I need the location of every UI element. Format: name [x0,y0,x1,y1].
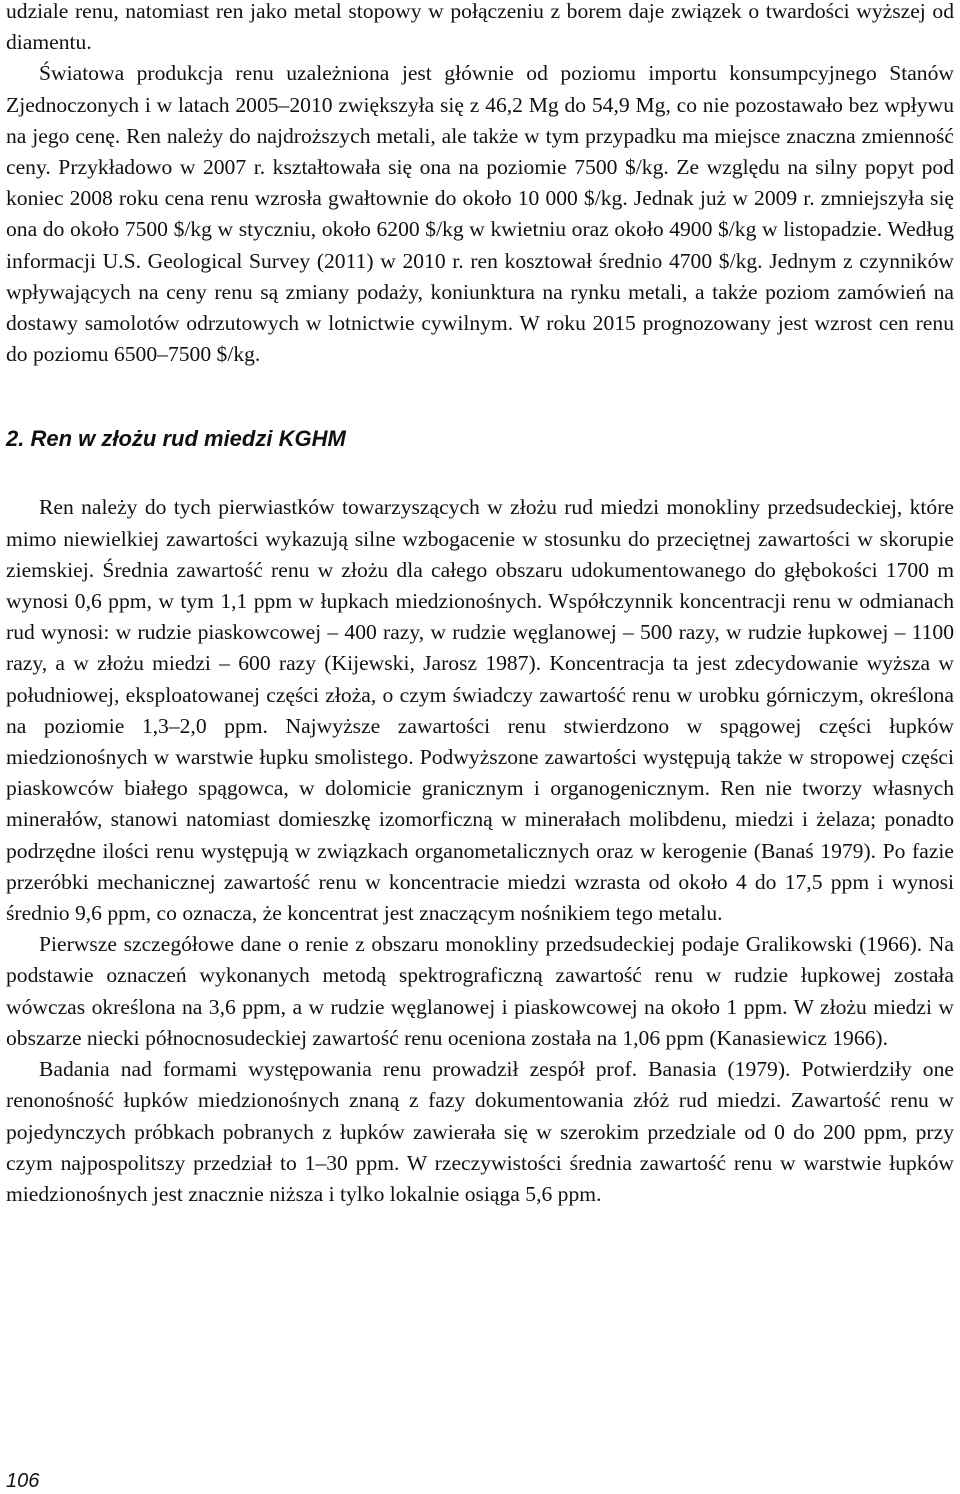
section-heading: 2. Ren w złożu rud miedzi KGHM [6,426,346,452]
spacer [6,370,954,412]
spacer [6,454,954,492]
paragraph-rhenium-deposit: Ren należy do tych pierwiastków towarzyszących w złożu rud miedzi monokliny przedsudeckiej, które mimo niewielkiej zawartości wykazują silne wzbogacenie w stosunku do przeciętnej zawartości w skorupie ziemskiej. Średnia zawartość renu w złożu dla całego obszaru udokumentowanego do głębokości 1700 m wynosi 0,6 ppm, w tym 1,1 ppm w łupkach miedzionośnych. Współczynnik koncentracji renu w odmianach rud wynosi: w rudzie piaskowcowej – 400 razy, w rudzie węglanowej – 500 razy, w rudzie łupkowej – 1100 razy, a w złożu miedzi – 600 razy (Kijewski, Jarosz 1987). Koncentracja ta jest zdecydowanie wyższa w południowej, eksploatowanej części złoża, o czym świadczy zawartość renu w urobku górniczym, określona na poziomie 1,3–2,0 ppm. Najwyższe zawartości renu stwierdzono w spągowej części łupków miedzionośnych w warstwie łupku smolistego. Podwyższone zawartości występują także w stropowej części piaskowców białego spągowca, w dolomicie granicznym i organogenicznym. Ren nie tworzy własnych minerałów, stanowi natomiast domieszkę izomorficzną w minerałach molibdenu, miedzi i żelaza; ponadto podrzędne ilości renu występują w związkach organometalicznych oraz w kerogenie (Banaś 1979). Po fazie przeróbki mechanicznej zawartość renu w koncentracie miedzi wzrasta od około 4 do 17,5 ppm i wynosi średnio 9,6 ppm, co oznacza, że koncentrat jest znaczącym nośnikiem tego metalu. [6,495,954,926]
paragraph-continued: udziale renu, natomiast ren jako metal stopowy w połączeniu z borem daje związek o twardości wyższej od diamentu. [6,0,954,55]
page-number: 106 [6,1470,40,1492]
paragraph-banas-research: Badania nad formami występowania renu prowadził zespół prof. Banasia (1979). Potwierdziły one renonośność łupków miedzionośnych znaną z fazy dokumentowania złóż rud miedzi. Zawartość renu w pojedynczych próbkach pobranych z łupków zawierała się w szerokim przedziale od 0 do 200 ppm, przy czym najpospolitszy przedział to 1–30 ppm. W rzeczywistości średnia zawartość renu w warstwie łupków miedzionośnych jest znacznie niższa i tylko lokalnie osiąga 5,6 ppm. [6,1057,954,1206]
paragraph-gralikowski: Pierwsze szczegółowe dane o renie z obszaru monokliny przedsudeckiej podaje Gralikowski (1966). Na podstawie oznaczeń wykonanych metodą spektrograficzną zawartość renu w rudzie łupkowej została wówczas określona na 3,6 ppm, a w rudzie węglanowej i piaskowcowej na około 1 ppm. W złożu miedzi w obszarze niecki północnosudeckiej zawartość renu oceniona została na 1,06 ppm (Kanasiewicz 1966). [6,932,954,1050]
page-body [6,0,954,1210]
paragraph-rhenium-production: Światowa produkcja renu uzależniona jest głównie od poziomu importu konsumpcyjnego Stanów Zjednoczonych i w latach 2005–2010 zwiększyła się z 46,2 Mg do 54,9 Mg, co nie pozostawało bez wpływu na jego cenę. Ren należy do najdroższych metali, ale także w tym przypadku ma miejsce znaczna zmienność ceny. Przykładowo w 2007 r. kształtowała się ona na poziomie 7500 $/kg. Ze względu na silny popyt pod koniec 2008 roku cena renu wzrosła gwałtownie do około 10 000 $/kg. Jednak już w 2009 r. zmniejszyła się ona do około 7500 $/kg w styczniu, około 6200 $/kg w kwietniu oraz około 4900 $/kg w listopadzie. Według informacji U.S. Geological Survey (2011) w 2010 r. ren kosztował średnio 4700 $/kg. Jednym z czynników wpływających na ceny renu są zmiany podaży, koniunktura na rynku metali, a także poziom zamówień na dostawy samolotów odrzutowych w lotnictwie cywilnym. W roku 2015 prognozowany jest wzrost cen renu do poziomu 6500–7500 $/kg. [6,61,954,367]
